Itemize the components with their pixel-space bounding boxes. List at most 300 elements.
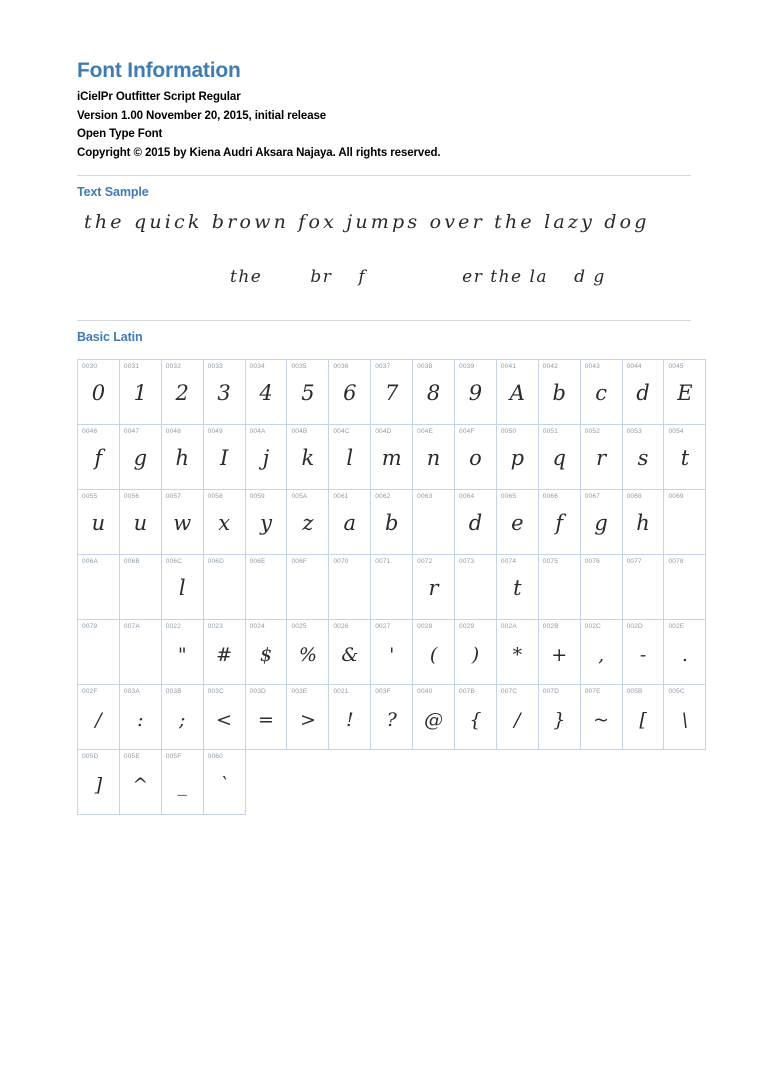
glyph-cell[interactable] [496, 425, 538, 490]
glyph-character: 1 [133, 381, 148, 405]
glyph-cell[interactable] [455, 425, 497, 490]
glyph-character: I [219, 446, 229, 470]
glyph-cell-placeholder [664, 750, 706, 815]
glyph-code-label: 0025 [291, 623, 307, 630]
glyph-character: - [639, 644, 647, 666]
glyph-grid-row [78, 425, 706, 490]
glyph-code-label: 004F [459, 428, 475, 435]
glyph-code-label: 0024 [249, 623, 265, 630]
glyph-code-label: 005F [165, 753, 182, 760]
glyph-cell[interactable] [538, 490, 580, 555]
glyph-character: w [173, 511, 192, 535]
glyph-character: r [596, 446, 607, 470]
glyph-cell[interactable] [119, 490, 161, 555]
glyph-character: { [469, 709, 482, 731]
glyph-cell[interactable] [245, 620, 287, 685]
glyph-grid-body [78, 360, 706, 815]
glyph-cell[interactable] [580, 620, 622, 685]
glyph-cell[interactable] [287, 360, 329, 425]
glyph-character: < [216, 709, 233, 731]
glyph-character: h [175, 446, 189, 470]
glyph-cell[interactable] [245, 685, 287, 750]
glyph-character: p [510, 446, 525, 470]
glyph-character: ! [345, 709, 354, 731]
glyph-code-label: 002D [626, 623, 643, 630]
glyph-character: / [514, 709, 521, 731]
glyph-code-label: 0074 [500, 558, 517, 565]
glyph-code-label: 0046 [82, 428, 98, 435]
glyph-character: l [178, 576, 186, 600]
glyph-code-label: 006D [207, 558, 225, 565]
glyph-character: = [258, 709, 274, 731]
glyph-character: * [512, 644, 523, 666]
glyph-cell[interactable] [203, 555, 245, 620]
glyph-character: 5 [301, 381, 315, 405]
glyph-code-label: 007C [500, 688, 518, 695]
glyph-code-label: 0058 [207, 493, 223, 500]
glyph-character: A [509, 381, 525, 405]
glyph-cell[interactable] [622, 360, 664, 425]
glyph-character: x [218, 511, 231, 535]
glyph-code-label: 0022 [165, 623, 182, 630]
glyph-cell[interactable] [78, 555, 120, 620]
glyph-cell[interactable] [78, 685, 120, 750]
glyph-cell[interactable] [119, 750, 161, 815]
section-divider-text-sample [77, 175, 691, 176]
glyph-code-label: 0075 [542, 558, 559, 565]
glyph-cell[interactable] [329, 490, 371, 555]
text-sample-fragment: er the la [462, 267, 549, 287]
glyph-character: . [681, 644, 688, 666]
glyph-cell[interactable] [245, 555, 287, 620]
glyph-code-label: 0026 [333, 623, 349, 630]
font-information-block [77, 58, 691, 162]
glyph-cell[interactable] [664, 555, 706, 620]
glyph-character: o [469, 446, 482, 470]
glyph-character: h [636, 511, 650, 535]
glyph-cell[interactable] [622, 425, 664, 490]
glyph-cell[interactable] [664, 685, 706, 750]
glyph-character: ` [219, 774, 229, 796]
glyph-character: s [637, 446, 649, 470]
glyph-cell[interactable] [245, 360, 287, 425]
glyph-code-label: 0037 [375, 363, 391, 370]
glyph-cell[interactable] [580, 360, 622, 425]
glyph-code-label: 004D [375, 428, 392, 435]
glyph-cell[interactable] [455, 620, 497, 685]
glyph-character: 0 [91, 381, 106, 405]
glyph-cell[interactable] [371, 685, 413, 750]
glyph-code-label: 002A [500, 623, 517, 630]
glyph-cell[interactable] [329, 555, 371, 620]
glyph-character: 8 [426, 381, 441, 405]
glyph-cell[interactable] [413, 425, 455, 490]
glyph-character: u [91, 511, 106, 535]
glyph-code-label: 005B [626, 688, 643, 695]
glyph-character: n [426, 446, 441, 470]
glyph-code-label: 0036 [333, 363, 349, 370]
glyph-character: b [552, 381, 566, 405]
text-sample-line-1: the quick brown fox jumps over the lazy dog [84, 211, 650, 233]
document-content [77, 58, 691, 815]
glyph-cell[interactable] [161, 425, 203, 490]
glyph-code-label: 0063 [417, 493, 433, 500]
glyph-character: ^ [132, 774, 149, 796]
glyph-cell[interactable] [119, 425, 161, 490]
text-sample-line-2 [230, 267, 606, 287]
glyph-code-label: 007E [584, 688, 601, 695]
glyph-character: E [677, 381, 693, 405]
glyph-code-label: 0055 [82, 493, 98, 500]
glyph-character: 2 [175, 381, 189, 405]
glyph-cell[interactable] [78, 425, 120, 490]
glyph-code-label: 0023 [207, 623, 223, 630]
glyph-cell[interactable] [78, 750, 120, 815]
glyph-cell[interactable] [496, 490, 538, 555]
glyph-character: $ [259, 644, 273, 666]
glyph-cell[interactable] [119, 360, 161, 425]
glyph-code-label: 0076 [584, 558, 600, 565]
glyph-character: \ [681, 709, 689, 731]
glyph-character: ~ [593, 709, 610, 731]
glyph-character: 7 [384, 381, 399, 405]
version-line: Version 1.00 November 20, 2015, initial release [77, 109, 327, 122]
glyph-character: ] [94, 774, 103, 796]
glyph-code-label: 0068 [626, 493, 642, 500]
glyph-code-label: 0038 [417, 363, 433, 370]
glyph-cell[interactable] [371, 555, 413, 620]
glyph-cell[interactable] [371, 490, 413, 555]
glyph-cell[interactable] [78, 490, 120, 555]
glyph-character: y [260, 511, 272, 535]
glyph-code-label: 002E [668, 623, 685, 630]
glyph-cell[interactable] [413, 555, 455, 620]
glyph-character: " [177, 644, 187, 666]
glyph-code-label: 0072 [417, 558, 433, 565]
glyph-character: j [262, 446, 270, 470]
glyph-cell[interactable] [287, 555, 329, 620]
glyph-character: l [346, 446, 354, 470]
glyph-code-label: 005D [82, 753, 99, 760]
glyph-cell[interactable] [203, 360, 245, 425]
glyph-code-label: 0032 [165, 363, 182, 370]
glyph-cell[interactable] [413, 685, 455, 750]
glyph-code-label: 0060 [207, 753, 223, 760]
glyph-cell[interactable] [329, 620, 371, 685]
glyph-code-label: 0077 [626, 558, 642, 565]
glyph-code-label: 0064 [459, 493, 475, 500]
glyph-code-label: 003C [207, 688, 225, 695]
glyph-cell[interactable] [329, 425, 371, 490]
glyph-character: g [133, 446, 148, 470]
glyph-cell-placeholder [496, 750, 538, 815]
glyph-character: % [298, 644, 317, 666]
glyph-character: _ [177, 774, 187, 796]
glyph-code-label: 0030 [82, 363, 98, 370]
glyph-character: f [94, 446, 103, 470]
glyph-character: ; [179, 709, 186, 731]
section-divider-basic-latin [77, 320, 691, 321]
glyph-code-label: 006F [291, 558, 308, 565]
glyph-code-label: 0027 [375, 623, 391, 630]
glyph-cell[interactable] [538, 620, 580, 685]
glyph-cell[interactable] [580, 425, 622, 490]
glyph-grid-row [78, 620, 706, 685]
glyph-code-label: 0067 [584, 493, 600, 500]
glyph-character: e [511, 511, 524, 535]
glyph-code-label: 0033 [207, 363, 223, 370]
glyph-code-label: 0061 [333, 493, 349, 500]
glyph-code-label: 0041 [500, 363, 517, 370]
glyph-code-label: 006A [82, 558, 98, 565]
glyph-cell[interactable] [538, 425, 580, 490]
glyph-cell[interactable] [580, 685, 622, 750]
glyph-cell[interactable] [203, 750, 245, 815]
glyph-cell[interactable] [371, 360, 413, 425]
glyph-character: : [137, 709, 144, 731]
glyph-cell[interactable] [203, 490, 245, 555]
glyph-cell[interactable] [622, 685, 664, 750]
glyph-code-label: 0073 [459, 558, 475, 565]
glyph-code-label: 0048 [165, 428, 182, 435]
glyph-grid-row [78, 555, 706, 620]
glyph-cell[interactable] [455, 555, 497, 620]
glyph-character: u [133, 511, 148, 535]
glyph-code-label: 0065 [500, 493, 517, 500]
glyph-cell[interactable] [664, 360, 706, 425]
page-title: Font Information [77, 59, 241, 82]
glyph-grid-row [78, 490, 706, 555]
glyph-code-label: 007D [542, 688, 560, 695]
glyph-cell[interactable] [496, 685, 538, 750]
glyph-code-label: 0035 [291, 363, 307, 370]
glyph-cell[interactable] [161, 685, 203, 750]
glyph-code-label: 006E [249, 558, 266, 565]
glyph-cell-placeholder [371, 750, 413, 815]
glyph-cell-placeholder [329, 750, 371, 815]
glyph-cell[interactable] [455, 685, 497, 750]
glyph-code-label: 0050 [500, 428, 517, 435]
glyph-character: 6 [343, 381, 357, 405]
glyph-cell[interactable] [580, 555, 622, 620]
glyph-cell[interactable] [329, 685, 371, 750]
glyph-cell[interactable] [496, 620, 538, 685]
glyph-code-label: 0079 [82, 623, 98, 630]
glyph-character: r [428, 576, 439, 600]
text-sample-fragment: br [310, 267, 333, 287]
glyph-character: z [302, 511, 314, 535]
glyph-cell[interactable] [455, 490, 497, 555]
font-type-line: Open Type Font [77, 128, 163, 140]
glyph-grid-row [78, 360, 706, 425]
glyph-cell[interactable] [119, 620, 161, 685]
glyph-cell[interactable] [538, 555, 580, 620]
glyph-cell[interactable] [496, 555, 538, 620]
glyph-code-label: 004C [333, 428, 350, 435]
glyph-code-label: 0070 [333, 558, 349, 565]
glyph-code-label: 0034 [249, 363, 265, 370]
glyph-cell[interactable] [287, 620, 329, 685]
glyph-code-label: 0049 [207, 428, 223, 435]
glyph-character: a [343, 511, 357, 535]
glyph-character: t [513, 576, 522, 600]
glyph-cell[interactable] [622, 490, 664, 555]
glyph-cell-placeholder [245, 750, 287, 815]
glyph-code-label: 006B [123, 558, 140, 565]
glyph-code-label: 003F [375, 688, 391, 695]
glyph-code-label: 004E [417, 428, 434, 435]
glyph-character: t [680, 446, 690, 470]
glyph-code-label: 0028 [417, 623, 433, 630]
glyph-character: k [301, 446, 315, 470]
glyph-code-label: 005E [123, 753, 140, 760]
glyph-cell-placeholder [580, 750, 622, 815]
glyph-cell[interactable] [245, 425, 287, 490]
glyph-code-label: 0078 [668, 558, 684, 565]
glyph-code-label: 004A [249, 428, 266, 435]
glyph-character: q [552, 446, 566, 470]
glyph-character: , [598, 644, 605, 666]
glyph-cell[interactable] [538, 685, 580, 750]
text-sample-fragment: f [358, 267, 367, 287]
glyph-character: # [216, 644, 233, 666]
glyph-cell[interactable] [78, 620, 120, 685]
glyph-cell[interactable] [161, 620, 203, 685]
glyph-code-label: 007B [459, 688, 475, 695]
glyph-character: f [555, 511, 564, 535]
glyph-cell[interactable] [161, 360, 203, 425]
glyph-cell[interactable] [664, 620, 706, 685]
glyph-code-label: 007A [123, 623, 140, 630]
glyph-cell[interactable] [580, 490, 622, 555]
glyph-character: d [636, 381, 650, 405]
glyph-cell[interactable] [161, 490, 203, 555]
glyph-code-label: 003B [165, 688, 182, 695]
glyph-grid-row [78, 685, 706, 750]
glyph-code-label: 004B [291, 428, 308, 435]
glyph-code-label: 0056 [123, 493, 140, 500]
glyph-cell[interactable] [413, 620, 455, 685]
glyph-cell[interactable] [203, 620, 245, 685]
glyph-cell[interactable] [413, 490, 455, 555]
glyph-code-label: 0066 [542, 493, 559, 500]
glyph-character: [ [639, 709, 647, 731]
text-sample-block [77, 199, 691, 307]
glyph-code-label: 002F [82, 688, 98, 695]
glyph-cell[interactable] [287, 490, 329, 555]
glyph-cell[interactable] [78, 360, 120, 425]
glyph-code-label: 002C [584, 623, 602, 630]
section-heading-text-sample: Text Sample [77, 185, 149, 199]
glyph-code-label: 0047 [123, 428, 140, 435]
glyph-grid-row [78, 750, 706, 815]
glyph-character: } [553, 709, 566, 731]
glyph-cell[interactable] [413, 360, 455, 425]
glyph-cell[interactable] [664, 425, 706, 490]
glyph-code-label: 0044 [626, 363, 642, 370]
glyph-cell[interactable] [664, 490, 706, 555]
glyph-character: + [551, 644, 568, 666]
glyph-cell[interactable] [622, 620, 664, 685]
glyph-cell-placeholder [413, 750, 455, 815]
glyph-code-label: 0040 [417, 688, 433, 695]
glyph-character: b [384, 511, 399, 535]
glyph-character: > [299, 709, 316, 731]
glyph-character: & [341, 644, 359, 666]
copyright-line: Copyright © 2015 by Kiena Audri Aksara Najaya. All rights reserved. [77, 146, 441, 159]
text-sample-fragment: d g [574, 267, 606, 287]
glyph-grid [77, 359, 706, 815]
glyph-code-label: 005C [668, 688, 685, 695]
glyph-cell[interactable] [496, 360, 538, 425]
glyph-character: @ [424, 709, 444, 731]
glyph-cell[interactable] [203, 425, 245, 490]
glyph-code-label: 0062 [375, 493, 391, 500]
glyph-cell[interactable] [371, 620, 413, 685]
glyph-cell[interactable] [329, 360, 371, 425]
font-name-line: iCielPr Outfitter Script Regular [77, 91, 241, 103]
glyph-cell-placeholder [622, 750, 664, 815]
glyph-character: 9 [468, 381, 483, 405]
glyph-code-label: 0052 [584, 428, 600, 435]
glyph-cell[interactable] [287, 685, 329, 750]
glyph-cell[interactable] [455, 360, 497, 425]
glyph-code-label: 0039 [459, 363, 475, 370]
glyph-character: g [594, 511, 608, 535]
glyph-code-label: 0045 [668, 363, 684, 370]
glyph-character: 3 [217, 381, 231, 405]
glyph-code-label: 0051 [542, 428, 559, 435]
glyph-cell[interactable] [622, 555, 664, 620]
glyph-character: 4 [259, 381, 273, 405]
glyph-code-label: 0057 [165, 493, 182, 500]
glyph-character: ' [389, 644, 395, 666]
glyph-character: c [595, 381, 608, 405]
glyph-cell-placeholder [287, 750, 329, 815]
glyph-code-label: 0042 [542, 363, 559, 370]
glyph-cell[interactable] [287, 425, 329, 490]
glyph-code-label: 003A [123, 688, 140, 695]
section-heading-basic-latin: Basic Latin [77, 330, 143, 344]
glyph-cell-placeholder [455, 750, 497, 815]
glyph-character: d [468, 511, 483, 535]
glyph-cell[interactable] [161, 750, 203, 815]
glyph-code-label: 002B [542, 623, 559, 630]
glyph-character: m [381, 446, 402, 470]
glyph-code-label: 0031 [123, 363, 140, 370]
glyph-cell[interactable] [203, 685, 245, 750]
text-sample-fragment: the [230, 267, 263, 287]
glyph-code-label: 0043 [584, 363, 600, 370]
glyph-character: ( [429, 644, 438, 666]
glyph-code-label: 0053 [626, 428, 642, 435]
glyph-code-label: 0054 [668, 428, 684, 435]
glyph-cell[interactable] [245, 490, 287, 555]
glyph-code-label: 003D [249, 688, 266, 695]
glyph-code-label: 0059 [249, 493, 265, 500]
glyph-cell[interactable] [119, 685, 161, 750]
glyph-character: ? [386, 709, 397, 731]
glyph-cell[interactable] [119, 555, 161, 620]
glyph-cell[interactable] [161, 555, 203, 620]
glyph-cell[interactable] [371, 425, 413, 490]
glyph-code-label: 0021 [333, 688, 349, 695]
glyph-code-label: 0029 [459, 623, 475, 630]
glyph-character: ) [471, 644, 480, 666]
glyph-code-label: 006C [165, 558, 183, 565]
glyph-code-label: 0071 [375, 558, 391, 565]
glyph-cell[interactable] [538, 360, 580, 425]
